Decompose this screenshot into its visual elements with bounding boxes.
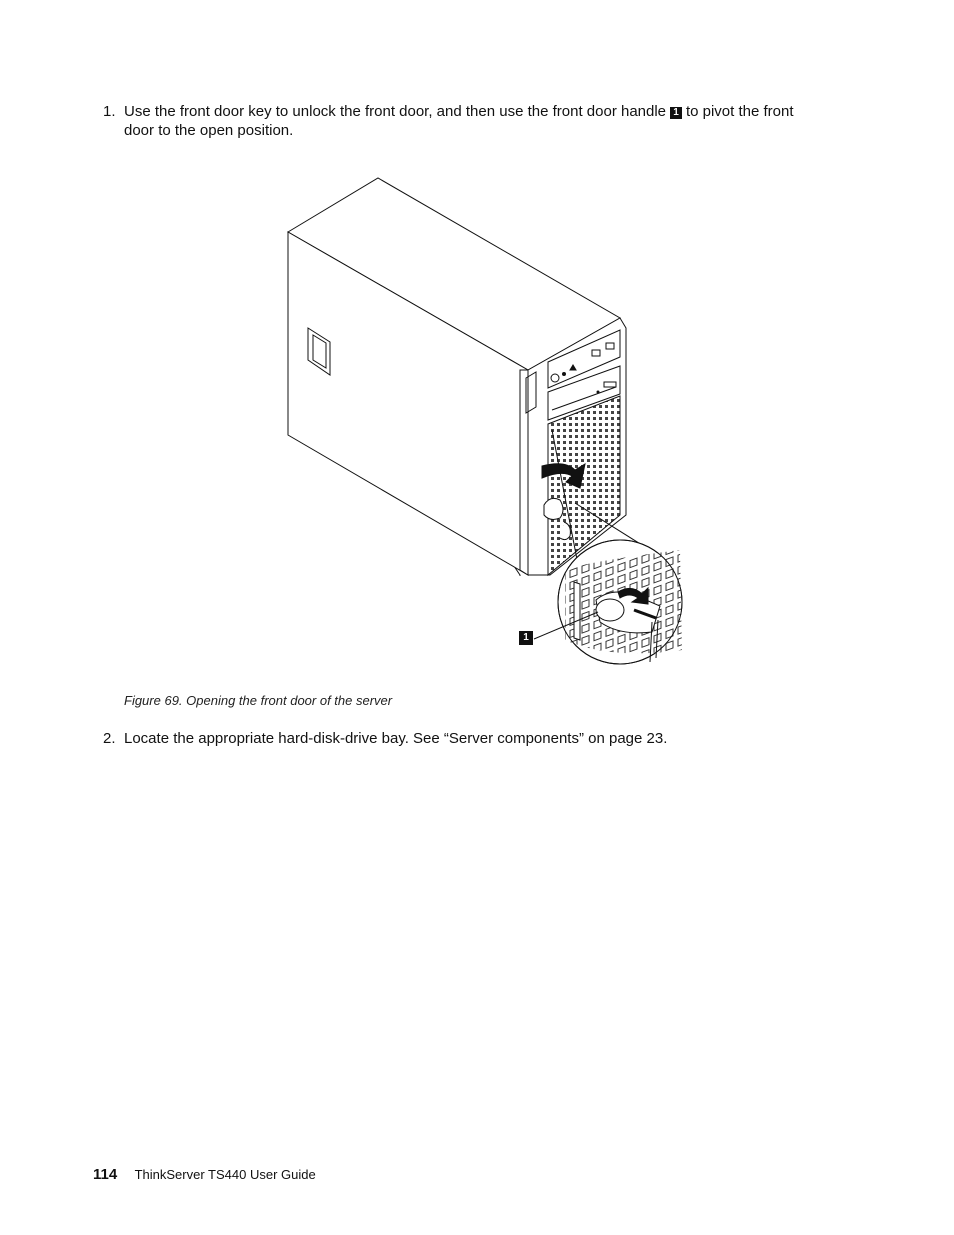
step-number: 2. [103, 730, 116, 747]
page-number: 114 [93, 1166, 118, 1183]
step-text: Use the front door key to unlock the front door, and then use the front door handle 1 to pivot the front door to the open position. [124, 103, 794, 139]
page-footer [93, 1166, 316, 1183]
step-text: Locate the appropriate hard-disk-drive bay. See “Server components” on page 23. [124, 730, 668, 747]
server-front-door-illustration [280, 170, 700, 680]
callout-badge: 1 [670, 107, 682, 119]
guide-title: ThinkServer TS440 User Guide [134, 1167, 316, 1182]
step-number: 1. [103, 103, 116, 120]
figure-caption: Figure 69. Opening the front door of the server [124, 693, 393, 708]
figure-callout-badge: 1 [519, 631, 533, 645]
step-2 [103, 729, 823, 748]
step-1 [103, 102, 823, 140]
